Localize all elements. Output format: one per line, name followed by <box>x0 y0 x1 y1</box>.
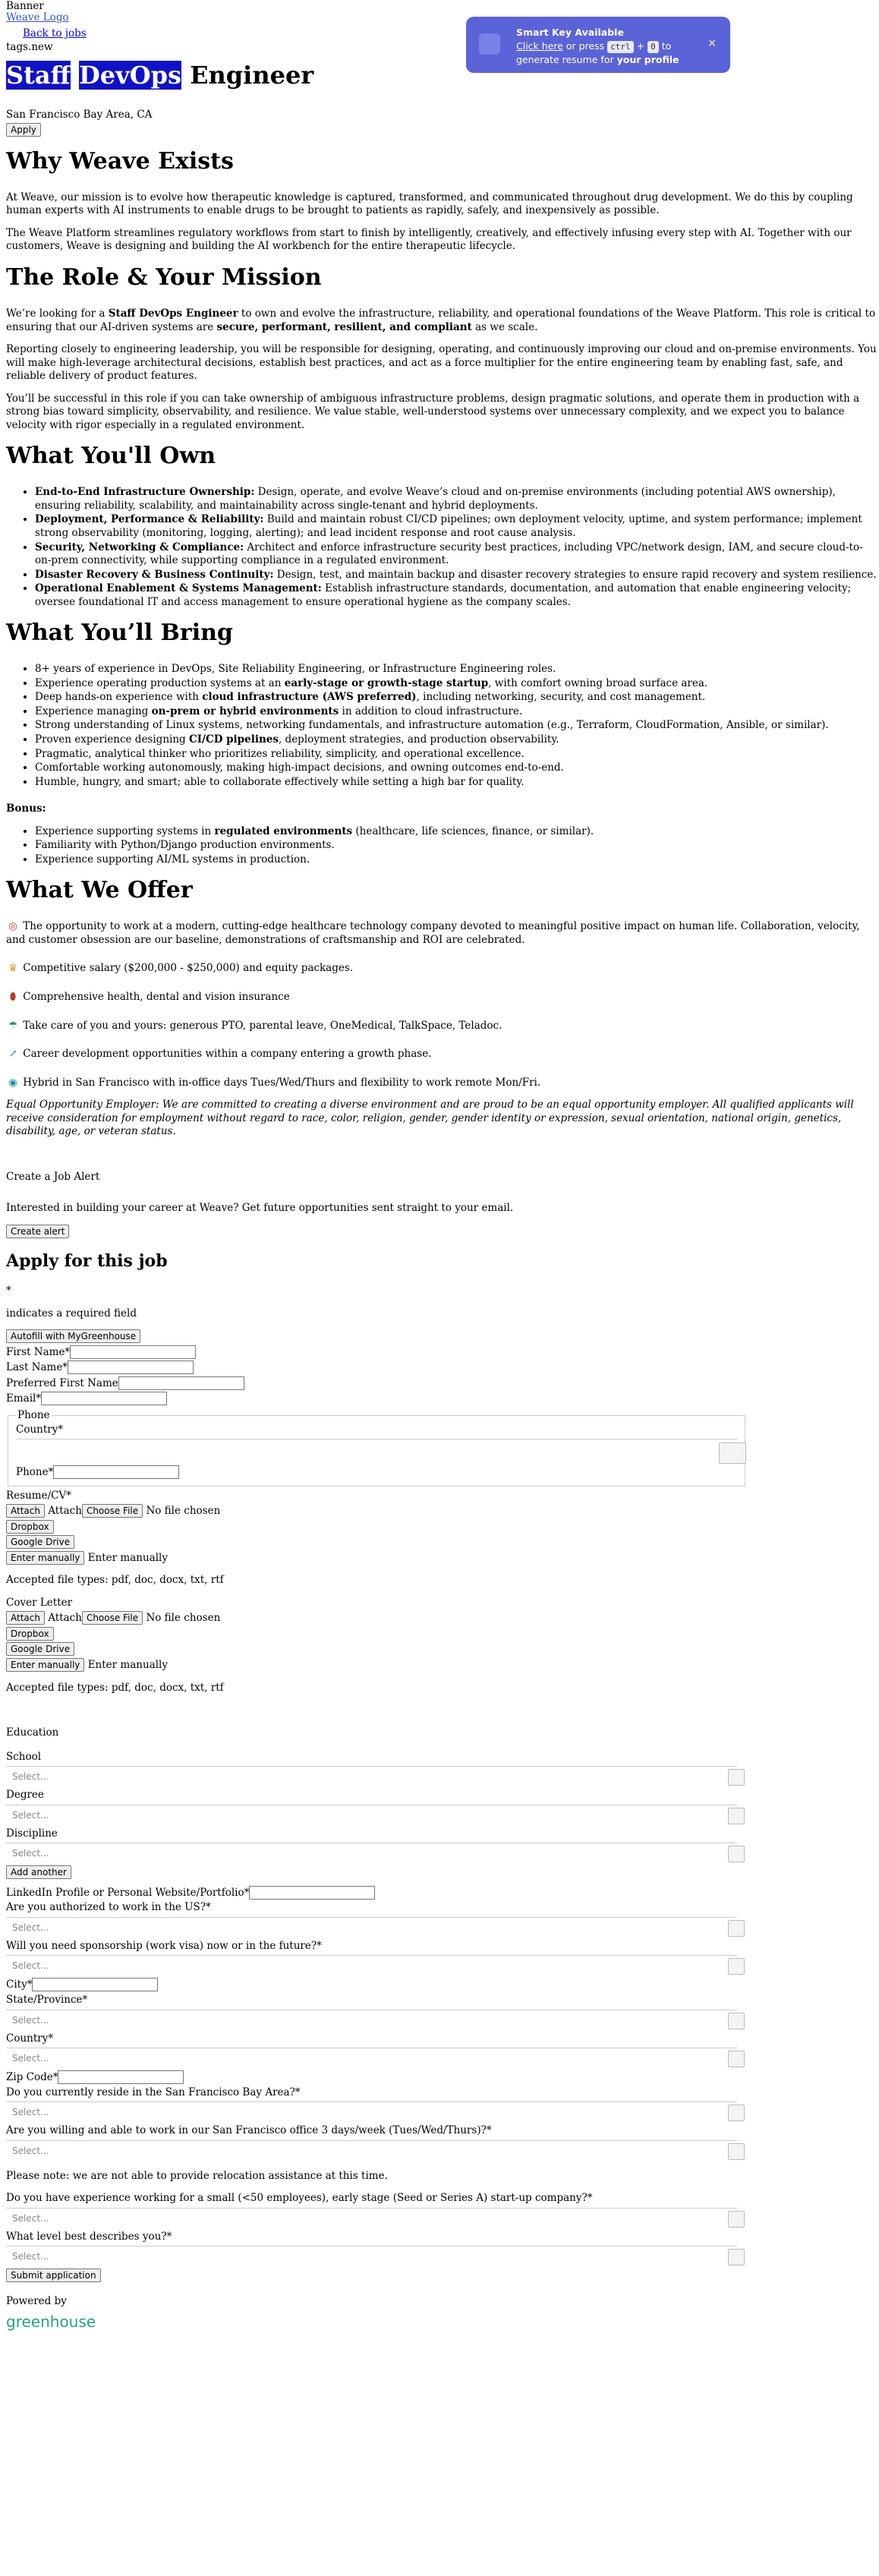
offer-item: ↗ Career development opportunities within a company entering a growth phase. <box>6 1048 879 1061</box>
last-name-label: Last Name* <box>6 1361 68 1374</box>
role-paragraph-3: You’ll be successful in this role if you can take ownership of ambiguous infrastructure problems, design pragmatic solutions, and operate them in production with a strong bias toward simplicity, observability, and resilience. We value stable, well-understood systems over unnecessary complexity, and we expect you to balance velocity with rigor especially in a regulated environment. <box>6 392 860 431</box>
toast-click-here-link[interactable]: Click here <box>516 40 563 52</box>
toast-line1-rest: or press <box>562 40 608 52</box>
tags-label: tags.new <box>6 40 53 53</box>
zip-field[interactable] <box>58 2070 184 2084</box>
chevron-down-icon <box>728 1769 745 1786</box>
resume-label: Resume/CV* <box>6 1489 71 1502</box>
state-label: State/Province* <box>6 1994 88 2007</box>
chevron-down-icon <box>728 1920 745 1937</box>
first-name-field[interactable] <box>70 1345 196 1359</box>
toast-line1-end: to <box>658 40 672 52</box>
trophy-icon: ♛ <box>8 962 18 975</box>
own-heading: What You'll Own <box>6 443 216 470</box>
offer-item: ◉ Hybrid in San Francisco with in-office days Tues/Wed/Thurs and flexibility to work remote Mon/Fri. <box>6 1077 879 1090</box>
offer-item: ◎ The opportunity to work at a modern, cutting-edge healthcare technology company devoted to meaningful positive impact on human life. Collaboration, velocity, and customer obsession are our baseline, demonstrations of craftsmanship and ROI are celebrated. <box>6 920 860 946</box>
banner-image: Banner <box>6 0 44 12</box>
offer-item: ⬮ Comprehensive health, dental and vision insurance <box>6 991 879 1004</box>
startup-label: Do you have experience working for a small (<50 employees), early stage (Seed or Series A) start-up company?* <box>6 2192 593 2205</box>
zip-label: Zip Code* <box>6 2071 58 2084</box>
phone-fieldset <box>8 1409 745 1487</box>
why-paragraph-2: The Weave Platform streamlines regulatory workflows from start to finish by intelligently, creatively, and effectively infusing every step with AI. Together with our customers, Weave is designing and building the AI workbench for the entire therapeutic lifecycle. <box>6 226 852 253</box>
toast-text <box>516 26 679 67</box>
bonus-list <box>6 825 879 867</box>
greenhouse-logo[interactable]: greenhouse <box>6 2312 96 2331</box>
resume-google-drive-button[interactable]: Google Drive <box>6 1535 74 1549</box>
education-label: Education <box>6 1726 59 1739</box>
role-paragraph-2: Reporting closely to engineering leadership, you will be responsible for designing, operating, and continuously improving our cloud and on-premise environments. You will make high-leverage architectural decisions, establish best practices, and act as a force multiplier for the entire engineering team by enabling fast, safe, and reliable delivery of product features. <box>6 343 877 383</box>
relocation-note: Please note: we are not able to provide relocation assistance at this time. <box>6 2169 388 2182</box>
resume-no-file-text: No file chosen <box>146 1505 221 1518</box>
toast-line2-bold: your profile <box>616 54 679 66</box>
office-select[interactable]: Select... <box>6 2140 737 2161</box>
degree-label: Degree <box>6 1789 44 1802</box>
chevron-down-icon <box>728 1958 745 1975</box>
beach-icon: ☂ <box>8 1019 18 1032</box>
resume-attach-text: Attach <box>48 1505 82 1518</box>
discipline-select[interactable]: Select... <box>6 1843 737 1863</box>
list-item: • Strong understanding of Linux systems, networking fundamentals, and infrastructure automation (e.g., Terraform, CloudFormation, Ansible, or similar). <box>35 719 879 733</box>
toast-title: Smart Key Available <box>516 27 624 38</box>
country-label: Country* <box>16 1424 64 1436</box>
apply-heading: Apply for this job <box>6 1251 168 1272</box>
chevron-down-icon <box>728 1808 745 1824</box>
key-plus: + <box>636 40 645 52</box>
preferred-first-name-field[interactable] <box>118 1376 244 1390</box>
role-heading: The Role & Your Mission <box>6 263 322 291</box>
list-item: • Operational Enablement & Systems Management: Establish infrastructure standards, documentation, and automation that enable engineering velocity; oversee foundational IT and access management to ensure operational hygiene as the company scales. <box>35 582 879 609</box>
sponsorship-select[interactable]: Select... <box>6 1955 737 1975</box>
authorized-label: Are you authorized to work in the US?* <box>6 1901 211 1914</box>
toast-line2-prefix: generate resume for <box>516 54 617 66</box>
list-item: • End-to-End Infrastructure Ownership: Design, operate, and evolve Weave’s cloud and on-premise environments (including potential AWS ownership), ensuring reliability, scalability, and maintainability across single-tenant and hybrid deployments. <box>35 486 879 512</box>
job-location: San Francisco Bay Area, CA <box>6 108 153 121</box>
chevron-down-icon <box>728 2143 745 2160</box>
city-label: City* <box>6 1979 33 1991</box>
chevron-down-icon <box>728 2051 745 2067</box>
authorized-select[interactable]: Select... <box>6 1917 737 1938</box>
cover-letter-label: Cover Letter <box>6 1596 73 1609</box>
resume-dropbox-button[interactable]: Dropbox <box>6 1520 54 1534</box>
chevron-down-icon <box>728 2211 745 2228</box>
why-paragraph-1: At Weave, our mission is to evolve how therapeutic knowledge is captured, transformed, and communicated throughout drug development. We do this by coupling human experts with AI instruments to enable drugs to be brought to patients as rapidly, safely, and inexpensively as possible. <box>6 191 853 217</box>
preferred-first-name-label: Preferred First Name <box>6 1376 118 1389</box>
cover-enter-manually-text: Enter manually <box>87 1659 168 1672</box>
list-item: • Familiarity with Python/Django production environments. <box>35 839 879 853</box>
resume-file-types: Accepted file types: pdf, doc, docx, txt, rtf <box>6 1574 224 1587</box>
level-label: What level best describes you?* <box>6 2230 172 2243</box>
ctrl-key: ctrl <box>607 41 634 53</box>
chevron-down-icon <box>728 2013 745 2029</box>
chevron-down-icon <box>728 2105 745 2121</box>
required-asterisk: * <box>6 1285 11 1297</box>
resume-attach-button[interactable]: Attach <box>6 1504 45 1518</box>
list-item: • Pragmatic, analytical thinker who prioritizes reliability, simplicity, and operational excellence. <box>35 748 879 761</box>
resume-enter-manually-button[interactable]: Enter manually <box>6 1551 84 1565</box>
list-item: • Deep hands-on experience with cloud infrastructure (AWS preferred), including networking, security, and cost management. <box>35 691 879 705</box>
level-select[interactable]: Select... <box>6 2246 737 2266</box>
cover-google-drive-button[interactable]: Google Drive <box>6 1642 74 1656</box>
weave-logo[interactable]: Weave Logo <box>6 11 69 24</box>
city-field[interactable] <box>32 1978 158 1991</box>
submit-application-button[interactable]: Submit application <box>6 2269 101 2282</box>
offer-heading: What We Offer <box>6 877 193 904</box>
resume-choose-file-button[interactable]: Choose File <box>82 1504 143 1518</box>
cover-attach-button[interactable]: Attach <box>6 1611 45 1625</box>
linkedin-field[interactable] <box>249 1886 375 1900</box>
list-item: • Comfortable working autonomously, making high-impact decisions, and owning outcomes end-to-end. <box>35 761 879 775</box>
apply-button[interactable]: Apply <box>6 123 41 137</box>
offer-item: ♛ Competitive salary ($200,000 - $250,000) and equity packages. <box>6 962 879 976</box>
list-item: • Experience managing on-prem or hybrid environments in addition to cloud infrastructure. <box>35 705 879 719</box>
email-label: Email* <box>6 1392 42 1405</box>
smart-key-toast[interactable] <box>466 17 730 73</box>
bring-heading: What You’ll Bring <box>6 620 233 647</box>
country-dropdown-button[interactable] <box>719 1442 746 1464</box>
first-name-label: First Name* <box>6 1345 71 1358</box>
cover-dropbox-button[interactable]: Dropbox <box>6 1627 54 1641</box>
add-another-button[interactable]: Add another <box>6 1865 71 1879</box>
chart-up-icon: ↗ <box>8 1048 17 1061</box>
back-to-jobs-link[interactable]: Back to jobs <box>23 27 87 39</box>
list-item: • 8+ years of experience in DevOps, Site Reliability Engineering, or Infrastructure Engineering roles. <box>35 663 879 676</box>
phone-field[interactable] <box>53 1465 179 1479</box>
eeo-statement: Equal Opportunity Employer: We are committed to creating a diverse environment and are proud to be an equal opportunity employer. All qualified applicants will receive consideration for employment without regard to race, color, religion, gender, gender identity or expression, sexual orientation, national origin, genetics, disability, age, or veteran status. <box>6 1099 854 1138</box>
create-alert-button[interactable]: Create alert <box>6 1225 69 1238</box>
page-title: Staff DevOps Engineer <box>6 61 314 90</box>
school-select[interactable]: Select... <box>6 1766 737 1786</box>
cover-file-types: Accepted file types: pdf, doc, docx, txt, rtf <box>6 1681 224 1694</box>
country-select[interactable]: Select... <box>6 2048 737 2068</box>
office-label: Are you willing and able to work in our San Francisco office 3 days/week (Tues/Wed/Thurs)?* <box>6 2124 492 2137</box>
required-note: indicates a required field <box>6 1307 137 1320</box>
list-item: • Deployment, Performance & Reliability: Build and maintain robust CI/CD pipelines; own deployment velocity, uptime, and system performance; implement strong observability (monitoring, logging, alerting); and lead incident response and root cause analysis. <box>35 513 879 540</box>
state-select[interactable]: Select... <box>6 2010 737 2030</box>
bonus-label: Bonus: <box>6 802 46 815</box>
list-item: • Experience supporting systems in regulated environments (healthcare, life sciences, finance, or similar). <box>35 825 879 839</box>
reside-label: Do you currently reside in the San Francisco Bay Area?* <box>6 2086 301 2098</box>
cover-attach-text: Attach <box>48 1612 82 1625</box>
bring-list <box>6 663 879 789</box>
startup-select[interactable]: Select... <box>6 2208 737 2228</box>
pill-icon: ⬮ <box>9 991 17 1004</box>
zero-key: 0 <box>647 41 659 53</box>
close-icon[interactable]: × <box>707 37 717 49</box>
target-icon: ◎ <box>8 920 17 933</box>
role-paragraph-1: We’re looking for a Staff DevOps Engineer to own and evolve the infrastructure, reliability, and operational foundations of the Weave Platform. This role is critical to ensuring that our AI-driven systems are secure, performant, resilient, and compliant as we scale. <box>6 307 876 333</box>
discipline-label: Discipline <box>6 1827 58 1840</box>
reside-select[interactable]: Select... <box>6 2101 737 2122</box>
cover-enter-manually-button[interactable]: Enter manually <box>6 1658 84 1672</box>
cover-no-file-text: No file chosen <box>146 1612 221 1625</box>
powered-by-text: Powered by <box>6 2294 67 2307</box>
job-alert-text: Interested in building your career at Weave? Get future opportunities sent straight to your email. <box>6 1202 514 1215</box>
email-field[interactable] <box>41 1392 167 1405</box>
offer-item: ☂ Take care of you and yours: generous PTO, parental leave, OneMedical, TalkSpace, Teladoc. <box>6 1020 879 1033</box>
job-alert-heading: Create a Job Alert <box>6 1170 100 1183</box>
globe-icon: ◉ <box>8 1076 17 1089</box>
list-item: • Humble, hungry, and smart; able to collaborate effectively while setting a high bar for quality. <box>35 776 879 790</box>
autofill-button[interactable]: Autofill with MyGreenhouse <box>6 1329 140 1343</box>
degree-select[interactable]: Select... <box>6 1805 737 1825</box>
list-item: • Disaster Recovery & Business Continuity: Design, test, and maintain backup and disaster recovery strategies to ensure rapid recovery and system resilience. <box>35 569 879 582</box>
country-label-2: Country* <box>6 2032 54 2045</box>
phone-label: Phone* <box>16 1466 54 1478</box>
last-name-field[interactable] <box>68 1361 194 1374</box>
list-item: • Experience supporting AI/ML systems in production. <box>35 853 879 867</box>
chevron-down-icon <box>728 1846 745 1862</box>
resume-enter-manually-text: Enter manually <box>87 1551 168 1564</box>
chevron-down-icon <box>728 2249 745 2265</box>
list-item: • Experience operating production systems at an early-stage or growth-stage startup, with comfort owning broad surface area. <box>35 677 879 691</box>
list-item: • Proven experience designing CI/CD pipelines, deployment strategies, and production observability. <box>35 733 879 747</box>
key-icon <box>479 33 500 55</box>
cover-choose-file-button[interactable]: Choose File <box>82 1611 143 1625</box>
why-heading: Why Weave Exists <box>6 147 234 175</box>
sponsorship-label: Will you need sponsorship (work visa) now or in the future?* <box>6 1939 322 1952</box>
own-list <box>6 486 879 609</box>
school-label: School <box>6 1750 42 1763</box>
list-item: • Security, Networking & Compliance: Architect and enforce infrastructure security best practices, including VPC/network design, IAM, and secure cloud-to-on-prem connectivity, while supporting compliance in a regulated environment. <box>35 541 879 568</box>
phone-legend: Phone <box>17 1408 50 1421</box>
linkedin-label: LinkedIn Profile or Personal Website/Portfolio* <box>6 1886 250 1899</box>
